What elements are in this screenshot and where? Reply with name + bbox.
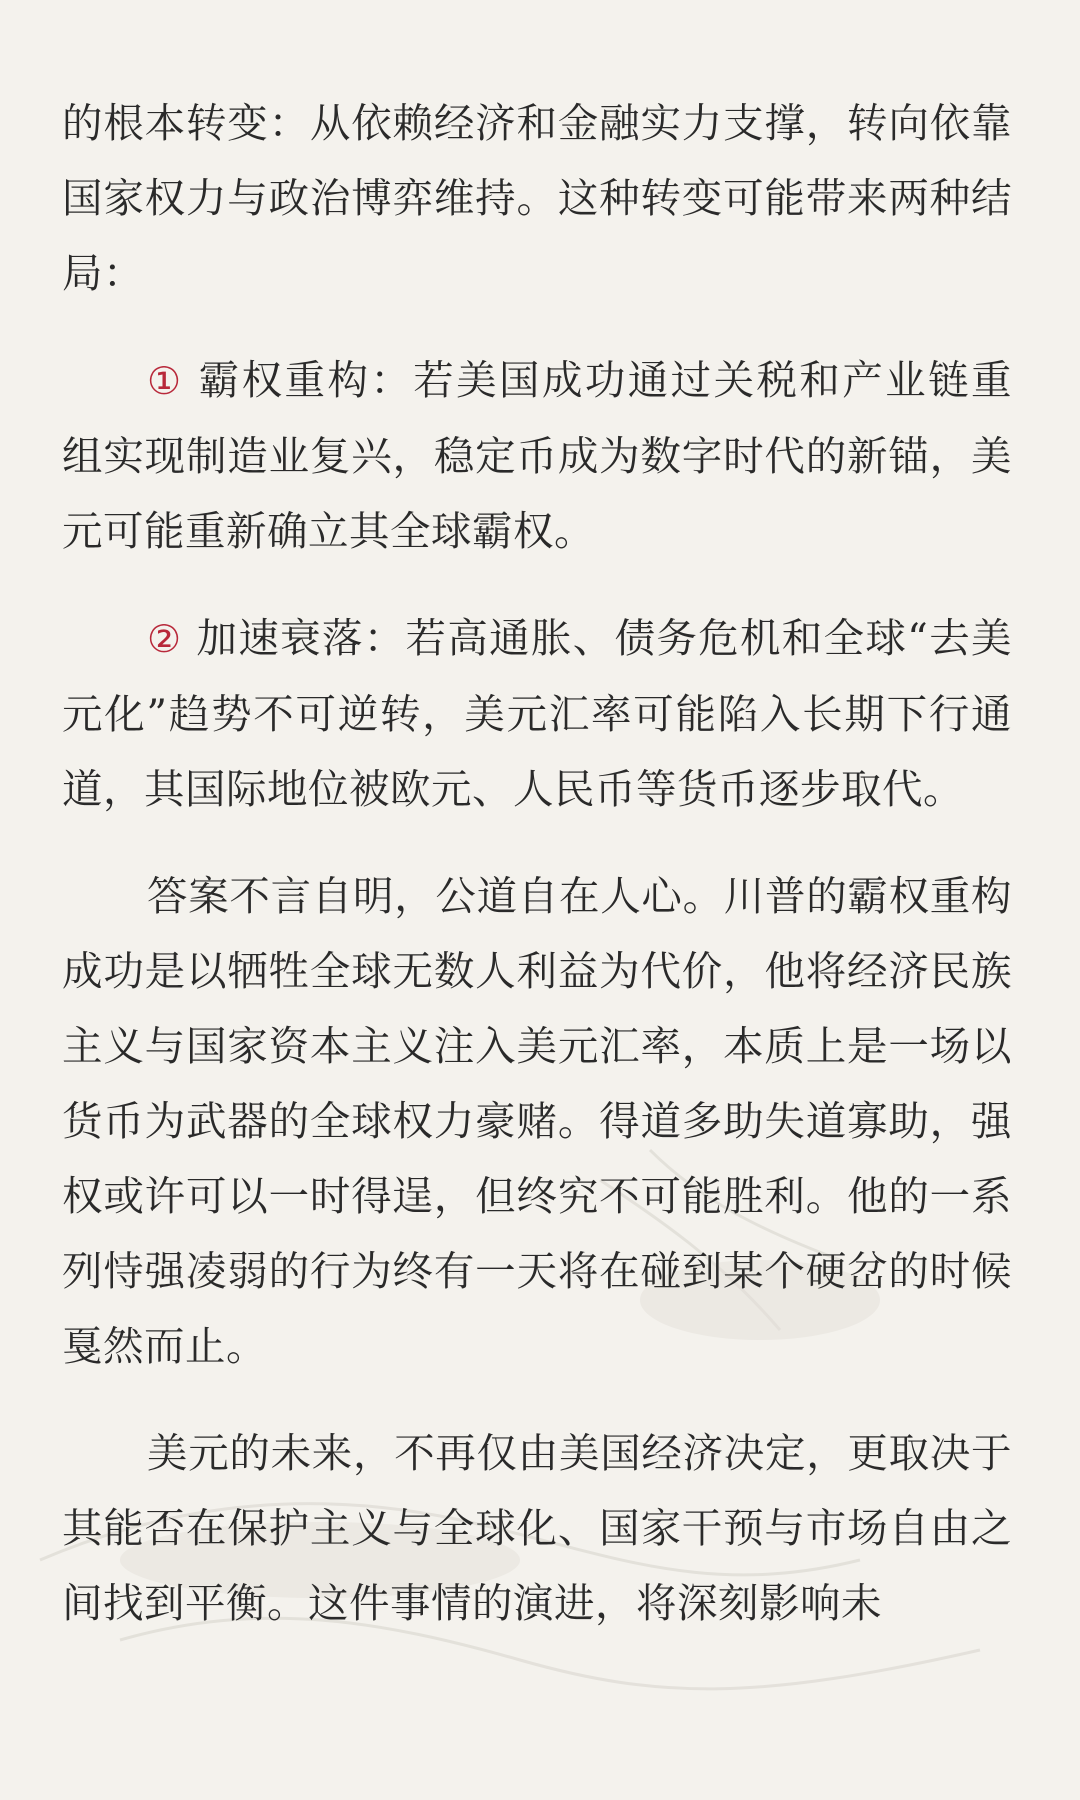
paragraph-4-text: 答案不言自明，公道自在人心。川普的霸权重构成功是以牺牲全球无数人利益为代价，他将经济民族主义与国家资本主义注入美元汇率，本质上是一场以货币为武器的全球权力豪赌。得道多助失道寡助，强权或许可以一时得逞，但终究不可能胜利。他的一系列恃强凌弱的行为终有一天将在碰到某个硬岔的时候戛然而止。 xyxy=(62,872,1012,1370)
paragraph-5 xyxy=(62,1416,1012,1641)
article-body xyxy=(62,86,1012,1673)
paragraph-1-text: 的根本转变：从依赖经济和金融实力支撑，转向依靠国家权力与政治博弈维持。这种转变可能带来两种结局： xyxy=(62,99,1012,297)
paragraph-2-text: 霸权重构：若美国成功通过关税和产业链重组实现制造业复兴，稳定币成为数字时代的新锚，美元可能重新确立其全球霸权。 xyxy=(62,356,1012,555)
paragraph-5-text: 美元的未来，不再仅由美国经济决定，更取决于其能否在保护主义与全球化、国家干预与市场自由之间找到平衡。这件事情的演进，将深刻影响未 xyxy=(62,1429,1012,1627)
circled-one-marker: ① xyxy=(147,359,184,403)
paragraph-3 xyxy=(62,601,1012,827)
circled-two-marker: ② xyxy=(147,617,183,661)
paragraph-1 xyxy=(62,86,1012,311)
paragraph-2 xyxy=(62,343,1012,569)
paragraph-3-text: 加速衰落：若高通胀、债务危机和全球“去美元化”趋势不可逆转，美元汇率可能陷入长期下行通道，其国际地位被欧元、人民币等货币逐步取代。 xyxy=(62,614,1012,813)
paragraph-4 xyxy=(62,859,1012,1384)
